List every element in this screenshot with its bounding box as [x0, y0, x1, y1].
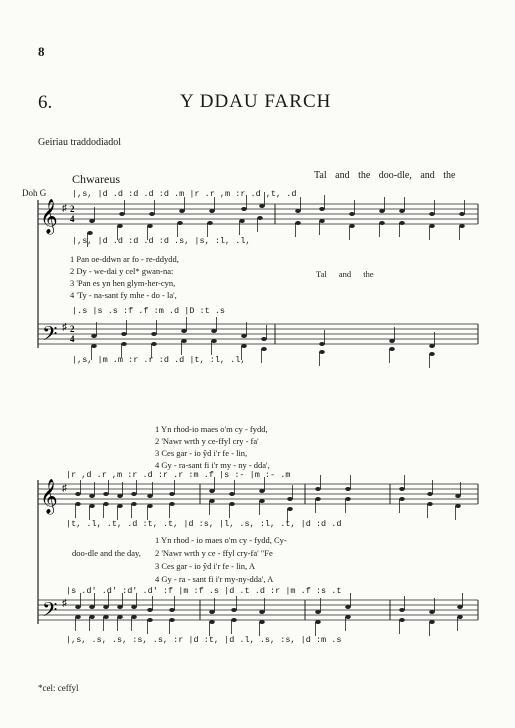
note-head: [399, 497, 405, 501]
note-head: [231, 618, 237, 622]
note-head: [345, 615, 351, 619]
note-head: [169, 608, 175, 612]
note-head: [319, 342, 325, 346]
note-head: [319, 350, 325, 354]
note-head: [121, 342, 127, 346]
page-number: 8: [38, 44, 45, 59]
note-head: [455, 504, 461, 508]
verse2-top-2: 2 'Nawr wrth y ce-ffyl cry - fa': [155, 436, 259, 446]
verse2-mid-2: 2 'Nawr wrth y ce - ffyl cry-fa' "Fe: [155, 548, 273, 558]
note-head: [345, 605, 351, 609]
svg-text:4: 4: [70, 334, 75, 344]
verse-line-4: 4 'Ty - na-sant fy mhe - do - la',: [70, 290, 177, 300]
note-head: [117, 224, 123, 228]
note-head: [429, 352, 435, 356]
note-head: [131, 502, 137, 506]
note-head: [117, 494, 123, 498]
note-head: [147, 504, 153, 508]
note-head: [181, 329, 187, 333]
treble-clef-icon: 𝄞: [40, 479, 58, 514]
note-head: [459, 212, 465, 216]
note-head: [151, 332, 157, 336]
note-head: [169, 492, 175, 496]
note-head: [169, 502, 175, 506]
note-head: [261, 347, 267, 351]
bass-clef-icon: 𝄢: [42, 598, 58, 626]
svg-text:♯: ♯: [62, 203, 67, 214]
treble-staff-1: [38, 204, 478, 224]
note-head: [349, 224, 355, 228]
note-head: [259, 499, 265, 503]
note-head: [315, 487, 321, 491]
note-head: [119, 212, 125, 216]
note-head: [259, 204, 265, 208]
note-head: [91, 334, 97, 338]
lyrics-credit: Geiriau traddodiadol: [38, 137, 122, 148]
note-head: [429, 610, 435, 614]
note-head: [427, 502, 433, 506]
note-head: [379, 221, 385, 225]
note-head: [319, 207, 325, 211]
solfa-alto-1: |,s, |d .d :d .d :d .s, |s, :l, .l,: [72, 236, 251, 246]
note-head: [399, 487, 405, 491]
note-head: [459, 224, 465, 228]
note-head: [147, 224, 153, 228]
note-head: [259, 489, 265, 493]
tempo-marking: Chwareus: [72, 172, 120, 186]
note-head: [457, 605, 463, 609]
verse2-top-1: 1 Yn rhod-io maes o'm cy - fydd,: [155, 424, 268, 434]
note-head: [103, 615, 109, 619]
solfa-tenor-2: |s .d' .d' :d' .d' :f |m :f .s |d .t .d :r |m .f :s .t: [66, 586, 342, 596]
note-head: [257, 216, 263, 220]
bass-staff-1: [38, 324, 478, 344]
verse-line-2: 2 Dy - we-dai y cel* gwan-na:: [70, 266, 174, 276]
svg-text:♯: ♯: [62, 322, 67, 333]
note-head: [429, 344, 435, 348]
note-head: [149, 212, 155, 216]
note-head: [103, 605, 109, 609]
note-head: [315, 610, 321, 614]
footnote: *cel: ceffyl: [38, 683, 79, 693]
note-head: [147, 608, 153, 612]
note-head: [295, 209, 301, 213]
note-head: [75, 615, 81, 619]
note-head: [211, 339, 217, 343]
note-head: [131, 605, 137, 609]
note-head: [259, 620, 265, 624]
note-head: [89, 219, 95, 223]
note-head: [239, 219, 245, 223]
note-head: [295, 221, 301, 225]
verse-line-1: 1 Pan oe-ddwn ar fo - re-ddydd,: [70, 254, 179, 264]
note-heads: [75, 192, 465, 636]
note-head: [131, 492, 137, 496]
svg-text:4: 4: [70, 214, 75, 224]
note-head: [349, 212, 355, 216]
note-head: [117, 504, 123, 508]
solfa-soprano-2: |r ,d .r ,m :r .d :r .r :m .f |s :- |m :- .m: [66, 470, 291, 480]
note-head: [87, 231, 93, 235]
note-head: [91, 344, 97, 348]
note-head: [89, 504, 95, 508]
song-number: 6.: [38, 92, 53, 113]
note-head: [89, 494, 95, 498]
note-head: [75, 502, 81, 506]
verse-line-3: 3 'Pan es yn hen glym-her-cyn,: [70, 278, 176, 288]
note-head: [389, 347, 395, 351]
note-head: [207, 221, 213, 225]
note-head: [427, 492, 433, 496]
note-head: [389, 339, 395, 343]
note-head: [179, 209, 185, 213]
note-head: [261, 337, 267, 341]
doodle-lyric: doo-dle and the day,: [72, 548, 141, 558]
treble-clef-icon: 𝄞: [40, 199, 58, 234]
note-head: [121, 332, 127, 336]
solfa-tenor-1: |.s |s .s :f .f :m .d |D :t .s: [72, 306, 226, 316]
note-head: [181, 339, 187, 343]
note-head: [229, 492, 235, 496]
solfa-alto-2: |t, .l, .t, .d :t, .t, |d :s, |l, .s, :l, .t, |d :d .d: [66, 519, 342, 529]
verse2-top-4: 4 Gy - ra-sant fi i'r my - ny - dda',: [155, 460, 270, 470]
note-head: [209, 499, 215, 503]
note-head: [131, 615, 137, 619]
note-head: [399, 221, 405, 225]
note-head: [103, 502, 109, 506]
note-head: [209, 489, 215, 493]
song-title: Y DDAU FARCH: [180, 91, 332, 112]
note-head: [231, 608, 237, 612]
note-head: [319, 219, 325, 223]
note-head: [229, 502, 235, 506]
note-head: [457, 615, 463, 619]
solfa-soprano-1: |,s, |d .d :d .d :d .m |r .r ,m :r .d ,t, .d: [72, 189, 297, 199]
note-head: [287, 507, 293, 511]
verse2-mid-3: 3 Ces gar - io ŷd i'r fe - lin, A: [155, 561, 255, 571]
solfa-bass-2: |,s, .s, .s, :s, .s, :r |d :t, |d .l, .s, :s, |d :m .s: [66, 635, 342, 645]
note-head: [379, 209, 385, 213]
note-head: [89, 615, 95, 619]
note-head: [429, 620, 435, 624]
note-head: [287, 497, 293, 501]
verse2-mid-4: 4 Gy - ra - sant fi i'r my-ny-dda', A: [155, 574, 274, 584]
note-head: [241, 207, 247, 211]
note-head: [429, 212, 435, 216]
note-head: [345, 497, 351, 501]
note-head: [315, 620, 321, 624]
svg-text:2: 2: [70, 324, 75, 334]
note-head: [399, 209, 405, 213]
note-head: [209, 209, 215, 213]
key-signature: Doh G: [22, 188, 47, 198]
note-head: [429, 224, 435, 228]
note-head: [147, 494, 153, 498]
verse2-mid-1: 1 Yn rhod - io maes o'm cy - fydd, Cy-: [155, 535, 287, 545]
note-head: [241, 344, 247, 348]
solfa-bass-1: |,s, |m .m :r .r :d .d |t, :l, .l,: [72, 355, 246, 365]
verse2-top-3: 3 Ces gar - io ŷd i'r fe - lin,: [155, 448, 248, 458]
bass-clef-icon: 𝄢: [42, 322, 58, 350]
note-head: [211, 329, 217, 333]
note-head: [259, 610, 265, 614]
note-head: [103, 492, 109, 496]
note-head: [345, 487, 351, 491]
note-head: [75, 605, 81, 609]
note-head: [169, 618, 175, 622]
note-head: [89, 605, 95, 609]
note-head: [209, 610, 215, 614]
note-head: [209, 620, 215, 624]
note-head: [315, 497, 321, 501]
note-head: [117, 615, 123, 619]
tal-lyric: Tal and the: [316, 269, 374, 279]
svg-text:♯: ♯: [62, 483, 67, 494]
note-head: [455, 494, 461, 498]
note-head: [177, 221, 183, 225]
note-head: [75, 492, 81, 496]
note-head: [147, 618, 153, 622]
note-head: [151, 342, 157, 346]
cue-lyric: Tal and the doo-dle, and the: [314, 170, 456, 181]
svg-text:2: 2: [70, 204, 75, 214]
svg-text:♯: ♯: [62, 598, 67, 609]
note-head: [117, 605, 123, 609]
note-head: [399, 608, 405, 612]
note-head: [241, 334, 247, 338]
note-head: [399, 618, 405, 622]
